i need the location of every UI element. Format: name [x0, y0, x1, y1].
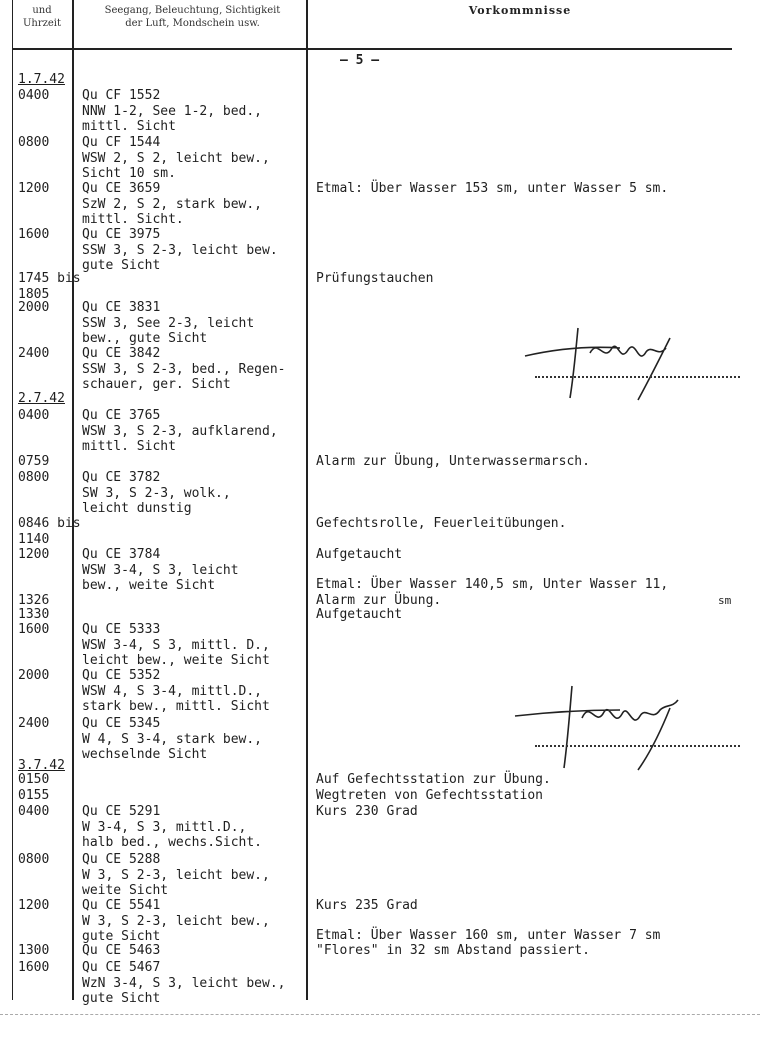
entry-event: Kurs 235 Grad	[316, 898, 418, 913]
entry-date: 3.7.42	[18, 758, 65, 773]
entry-weather: Qu CE 5467 WzN 3-4, S 3, leicht bew., gute Sicht	[82, 960, 286, 1006]
signature-2	[510, 678, 690, 778]
column-rule-weather	[306, 0, 308, 1000]
entry-weather: Qu CE 5345 W 4, S 3-4, stark bew., wechselnde Sicht	[82, 716, 263, 762]
column-rule-time	[72, 0, 74, 1000]
header-weather-line2: der Luft, Mondschein usw.	[125, 18, 260, 29]
entry-time: 1200	[18, 898, 50, 913]
column-rule-left	[12, 0, 13, 1000]
signature-1	[520, 318, 690, 408]
entry-event: Kurs 230 Grad	[316, 804, 418, 819]
entry-time: 0759	[18, 454, 50, 469]
entry-event: "Flores" in 32 sm Abstand passiert.	[316, 943, 590, 958]
entry-weather: Qu CE 3975 SSW 3, S 2-3, leicht bew. gute Sicht	[82, 227, 278, 273]
entry-time: 2000	[18, 300, 50, 315]
entry-time: 1300	[18, 943, 50, 958]
header-time-column	[12, 4, 72, 48]
entry-time: 1745 bis 1805	[18, 271, 81, 302]
entry-weather: Qu CE 5291 W 3-4, S 3, mittl.D., halb bed., wechs.Sicht.	[82, 804, 263, 850]
entry-date: 2.7.42	[18, 391, 65, 406]
entry-time: 0800	[18, 135, 50, 150]
entry-time: 0400	[18, 804, 50, 819]
entry-weather: Qu CE 3782 SW 3, S 2-3, wolk., leicht dunstig	[82, 470, 231, 516]
entry-event: Etmal: Über Wasser 160 sm, unter Wasser 7 sm	[316, 928, 661, 943]
entry-time: 1600	[18, 960, 50, 975]
entry-weather: Qu CE 5541 W 3, S 2-3, leicht bew., gute Sicht	[82, 898, 270, 944]
entry-time: 0800	[18, 470, 50, 485]
entry-event: Aufgetaucht	[316, 547, 403, 562]
header-weather-column	[80, 4, 305, 48]
entry-time: 2000	[18, 668, 50, 683]
entry-time: 0846 bis 1140	[18, 516, 81, 547]
entry-weather: Qu CE 3784 WSW 3-4, S 3, leicht bew., weite Sicht	[82, 547, 239, 593]
entry-time: 0800	[18, 852, 50, 867]
entry-date: 1.7.42	[18, 72, 65, 87]
entry-event: Etmal: Über Wasser 153 sm, unter Wasser 5 sm.	[316, 181, 669, 196]
entry-weather: Qu CF 1544 WSW 2, S 2, leicht bew., Sicht 10 sm.	[82, 135, 270, 181]
entry-time: 0400	[18, 408, 50, 423]
entry-time: 2400	[18, 716, 50, 731]
entry-event: Aufgetaucht	[316, 607, 403, 622]
page-bottom-edge	[0, 1014, 760, 1015]
entry-weather: Qu CE 3659 SzW 2, S 2, stark bew., mittl. Sicht.	[82, 181, 263, 227]
entry-time: 2400	[18, 346, 50, 361]
etmal2-unit: sm	[718, 594, 732, 607]
entry-weather: Qu CE 3842 SSW 3, S 2-3, bed., Regen- schauer, ger. Sicht	[82, 346, 286, 392]
page-number: — 5 —	[340, 53, 380, 68]
header-weather-line1: Seegang, Beleuchtung, Sichtigkeit	[104, 5, 281, 16]
entry-weather: Qu CE 5352 WSW 4, S 3-4, mittl.D., stark bew., mittl. Sicht	[82, 668, 270, 714]
entry-weather: Qu CE 3765 WSW 3, S 2-3, aufklarend, mittl. Sicht	[82, 408, 278, 454]
header-time-line2: Uhrzeit	[22, 18, 62, 29]
entry-event: Auf Gefechtsstation zur Übung.	[316, 772, 551, 787]
entry-event: Etmal: Über Wasser 140,5 sm, Unter Wasser 11,	[316, 577, 669, 592]
entry-time: 0400	[18, 88, 50, 103]
signature-line-2	[535, 745, 740, 747]
entry-weather: Qu CE 5333 WSW 3-4, S 3, mittl. D., leicht bew., weite Sicht	[82, 622, 270, 668]
entry-time: 1600	[18, 622, 50, 637]
entry-time: 1326	[18, 593, 50, 608]
entry-weather: Qu CF 1552 NNW 1-2, See 1-2, bed., mittl. Sicht	[82, 88, 263, 134]
entry-time: 1200	[18, 547, 50, 562]
entry-time: 1200	[18, 181, 50, 196]
entry-weather: Qu CE 3831 SSW 3, See 2-3, leicht bew., gute Sicht	[82, 300, 255, 346]
entry-event: Gefechtsrolle, Feuerleitübungen.	[316, 516, 567, 531]
header-events-column: Vorkommnisse	[468, 4, 572, 17]
header-time-line1: und	[32, 5, 52, 16]
header-rule	[12, 48, 732, 50]
entry-event: Alarm zur Übung.	[316, 593, 442, 608]
entry-event: Prüfungstauchen	[316, 271, 434, 286]
entry-time: 0150	[18, 772, 50, 787]
entry-time: 1600	[18, 227, 50, 242]
entry-time: 0155	[18, 788, 50, 803]
entry-event: Wegtreten von Gefechtsstation	[316, 788, 543, 803]
entry-weather: Qu CE 5288 W 3, S 2-3, leicht bew., weite Sicht	[82, 852, 270, 898]
entry-weather: Qu CE 5463	[82, 943, 161, 958]
signature-line-1	[535, 376, 740, 378]
entry-event: Alarm zur Übung, Unterwassermarsch.	[316, 454, 590, 469]
entry-time: 1330	[18, 607, 50, 622]
